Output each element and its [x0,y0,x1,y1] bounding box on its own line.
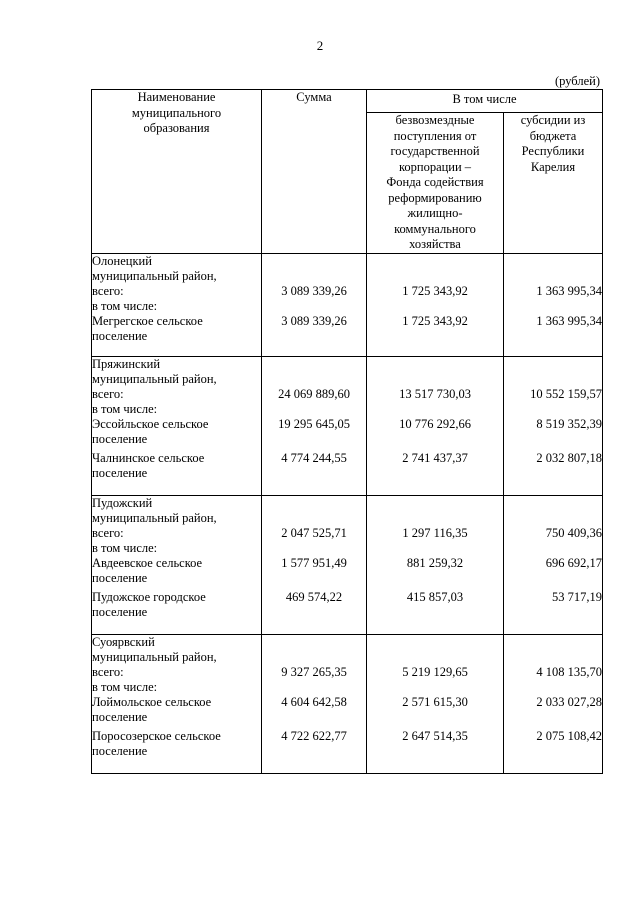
sum-cell: 24 069 889,60 19 295 645,05 4 774 244,55 [262,356,367,495]
header-name: Наименование муниципального образования [92,90,262,254]
fund-cell: 5 219 129,65 2 571 615,30 2 647 514,35 [367,634,504,773]
table-row [92,253,603,356]
unit-label: (рублей) [554,74,600,88]
fund-cell: 1 725 343,92 1 725 343,92 [367,253,504,356]
sum-cell: 9 327 265,35 4 604 642,58 4 722 622,77 [262,634,367,773]
header-including: В том числе [367,90,603,113]
subsidy-cell: 10 552 159,57 8 519 352,39 2 032 807,18 [504,356,603,495]
header-fund: безвозмездные поступления от государственной корпорации – Фонда содействия реформированию жилищно- коммунального хозяйства [367,113,504,254]
subsidy-cell: 4 108 135,70 2 033 027,28 2 075 108,42 [504,634,603,773]
table-row [92,356,603,495]
table-row [92,634,603,773]
fund-cell: 1 297 116,35 881 259,32 415 857,03 [367,495,504,634]
page-number: 2 [316,38,324,53]
table-row [92,495,603,634]
subsidy-cell: 750 409,36 696 692,17 53 717,19 [504,495,603,634]
district-cell: Олонецкий муниципальный район, всего: в том числе: Мегрегское сельское поселение [92,253,262,356]
header-subsidy: субсидии из бюджета Республики Карелия [504,113,603,254]
header-sum: Сумма [262,90,367,254]
district-cell: Пудожский муниципальный район, всего: в том числе: Авдеевское сельское поселение Пудожское городское поселение [92,495,262,634]
fund-cell: 13 517 730,03 10 776 292,66 2 741 437,37 [367,356,504,495]
district-cell: Суоярвский муниципальный район, всего: в том числе: Лоймольское сельское поселение Поросозерское сельское поселение [92,634,262,773]
subsidy-table [91,89,603,774]
district-cell: Пряжинский муниципальный район, всего: в том числе: Эссойльское сельское поселение Чалнинское сельское поселение [92,356,262,495]
sum-cell: 3 089 339,26 3 089 339,26 [262,253,367,356]
sum-cell: 2 047 525,71 1 577 951,49 469 574,22 [262,495,367,634]
subsidy-cell: 1 363 995,34 1 363 995,34 [504,253,603,356]
